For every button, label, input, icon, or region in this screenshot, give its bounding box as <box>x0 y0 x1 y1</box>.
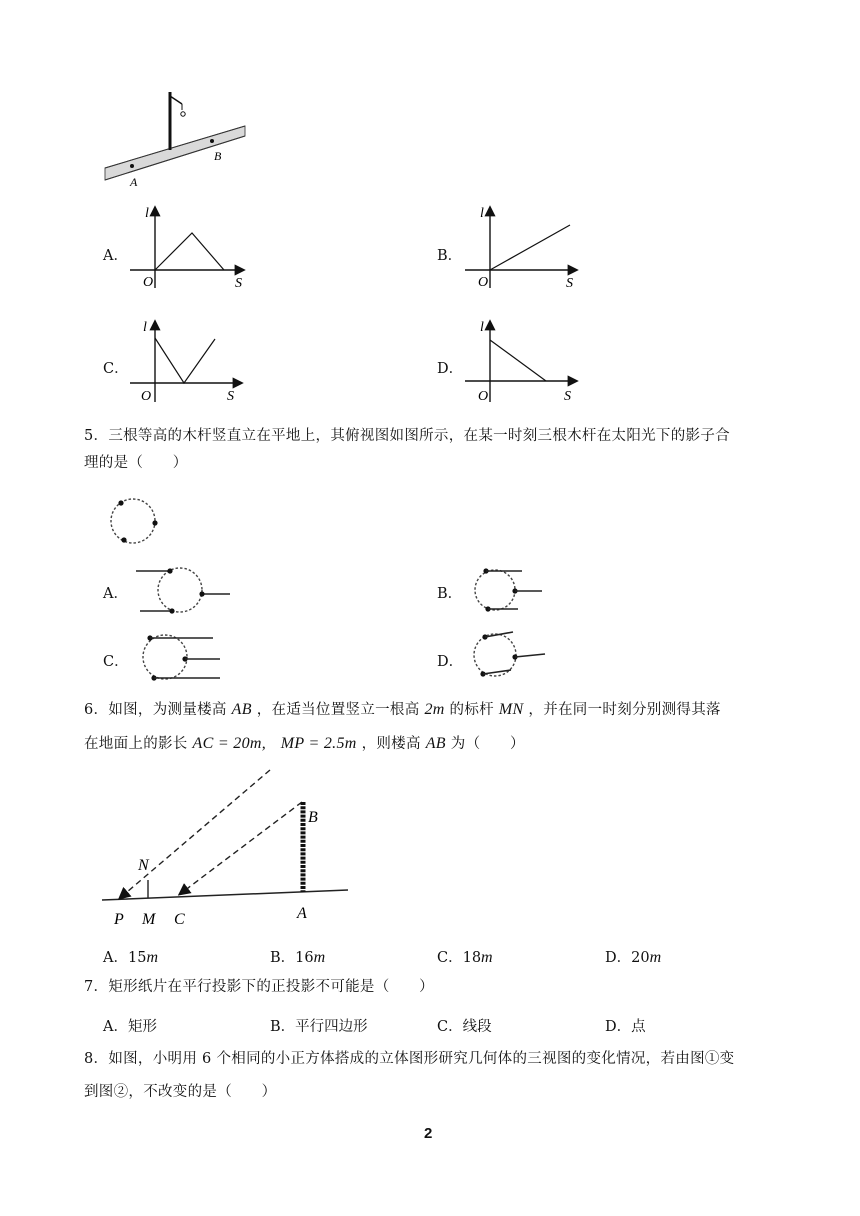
point-label-m: M <box>142 911 156 928</box>
q5-shadow-b[interactable] <box>470 565 550 617</box>
q6-option-c[interactable]: C．18m <box>437 949 493 966</box>
q7-option-b[interactable]: B．平行四边形 <box>270 1019 368 1035</box>
q5-shadow-a[interactable] <box>130 565 240 617</box>
svg-text:O: O <box>478 275 489 290</box>
point-label-p: P <box>114 911 124 928</box>
q5-option-d-label[interactable]: D． <box>437 654 464 670</box>
q4-option-d-label[interactable]: D． <box>437 361 464 377</box>
q5-option-c-label[interactable]: C． <box>103 654 129 670</box>
q7-option-a[interactable]: A．矩形 <box>103 1019 157 1035</box>
svg-text:O: O <box>143 275 154 290</box>
q5-shadow-d[interactable] <box>465 628 555 683</box>
q4-graph-b[interactable] <box>460 202 590 294</box>
q5-topview-figure <box>105 494 165 549</box>
svg-text:l: l <box>480 206 484 221</box>
q6-question: 6．如图，为测量楼高 AB ，在适当位置竖立一根高 2m 的标杆 MN ，并在同一时刻分别测得其落 在地面上的影长 AC = 20m, MP = 2.5m ，则楼高 AB 为（ ） <box>84 701 721 752</box>
page-number: 2 <box>424 1125 433 1142</box>
q7-option-d[interactable]: D．点 <box>605 1019 646 1035</box>
svg-text:l: l <box>145 206 149 221</box>
q4-graph-c[interactable] <box>125 316 255 408</box>
q4-option-b-label[interactable]: B． <box>437 248 463 264</box>
svg-text:l: l <box>480 320 484 335</box>
svg-text:l: l <box>143 320 147 335</box>
q5-option-b-label[interactable]: B． <box>437 586 463 602</box>
q4-option-a-label[interactable]: A． <box>103 248 128 264</box>
q4-graph-a[interactable] <box>125 202 255 294</box>
q8-question: 8．如图，小明用 6 个相同的小正方体搭成的立体图形研究几何体的三视图的变化情况，若由图①变 到图②，不改变的是（ ） <box>84 1051 735 1100</box>
svg-text:O: O <box>141 389 152 404</box>
point-label-b: B <box>214 149 222 163</box>
point-label-b: B <box>308 809 318 826</box>
point-label-a: A <box>130 175 138 189</box>
point-label-a: A <box>297 905 307 922</box>
svg-text:S: S <box>564 389 571 404</box>
point-label-c: C <box>174 911 185 928</box>
q6-figure <box>100 762 355 934</box>
q5-option-a-label[interactable]: A． <box>103 586 128 602</box>
q4-graph-d[interactable] <box>460 316 590 408</box>
q6-option-b[interactable]: B．16m <box>270 949 326 966</box>
svg-text:O: O <box>478 389 489 404</box>
q4-slope-figure <box>100 88 250 193</box>
q5-question: 5．三根等高的木杆竖直立在平地上，其俯视图如图所示，在某一时刻三根木杆在太阳光下的影子合 理的是（ ） <box>84 428 730 471</box>
q4-option-c-label[interactable]: C． <box>103 361 129 377</box>
q7-question: 7．矩形纸片在平行投影下的正投影不可能是（ ） <box>84 979 434 995</box>
svg-text:S: S <box>227 389 234 404</box>
q6-option-d[interactable]: D．20m <box>605 949 662 966</box>
point-label-n: N <box>138 857 149 874</box>
q6-option-a[interactable]: A．15m <box>103 949 158 966</box>
q5-shadow-c[interactable] <box>135 630 225 685</box>
svg-text:S: S <box>235 276 242 291</box>
q7-option-c[interactable]: C．线段 <box>437 1019 492 1035</box>
svg-text:S: S <box>566 276 573 291</box>
